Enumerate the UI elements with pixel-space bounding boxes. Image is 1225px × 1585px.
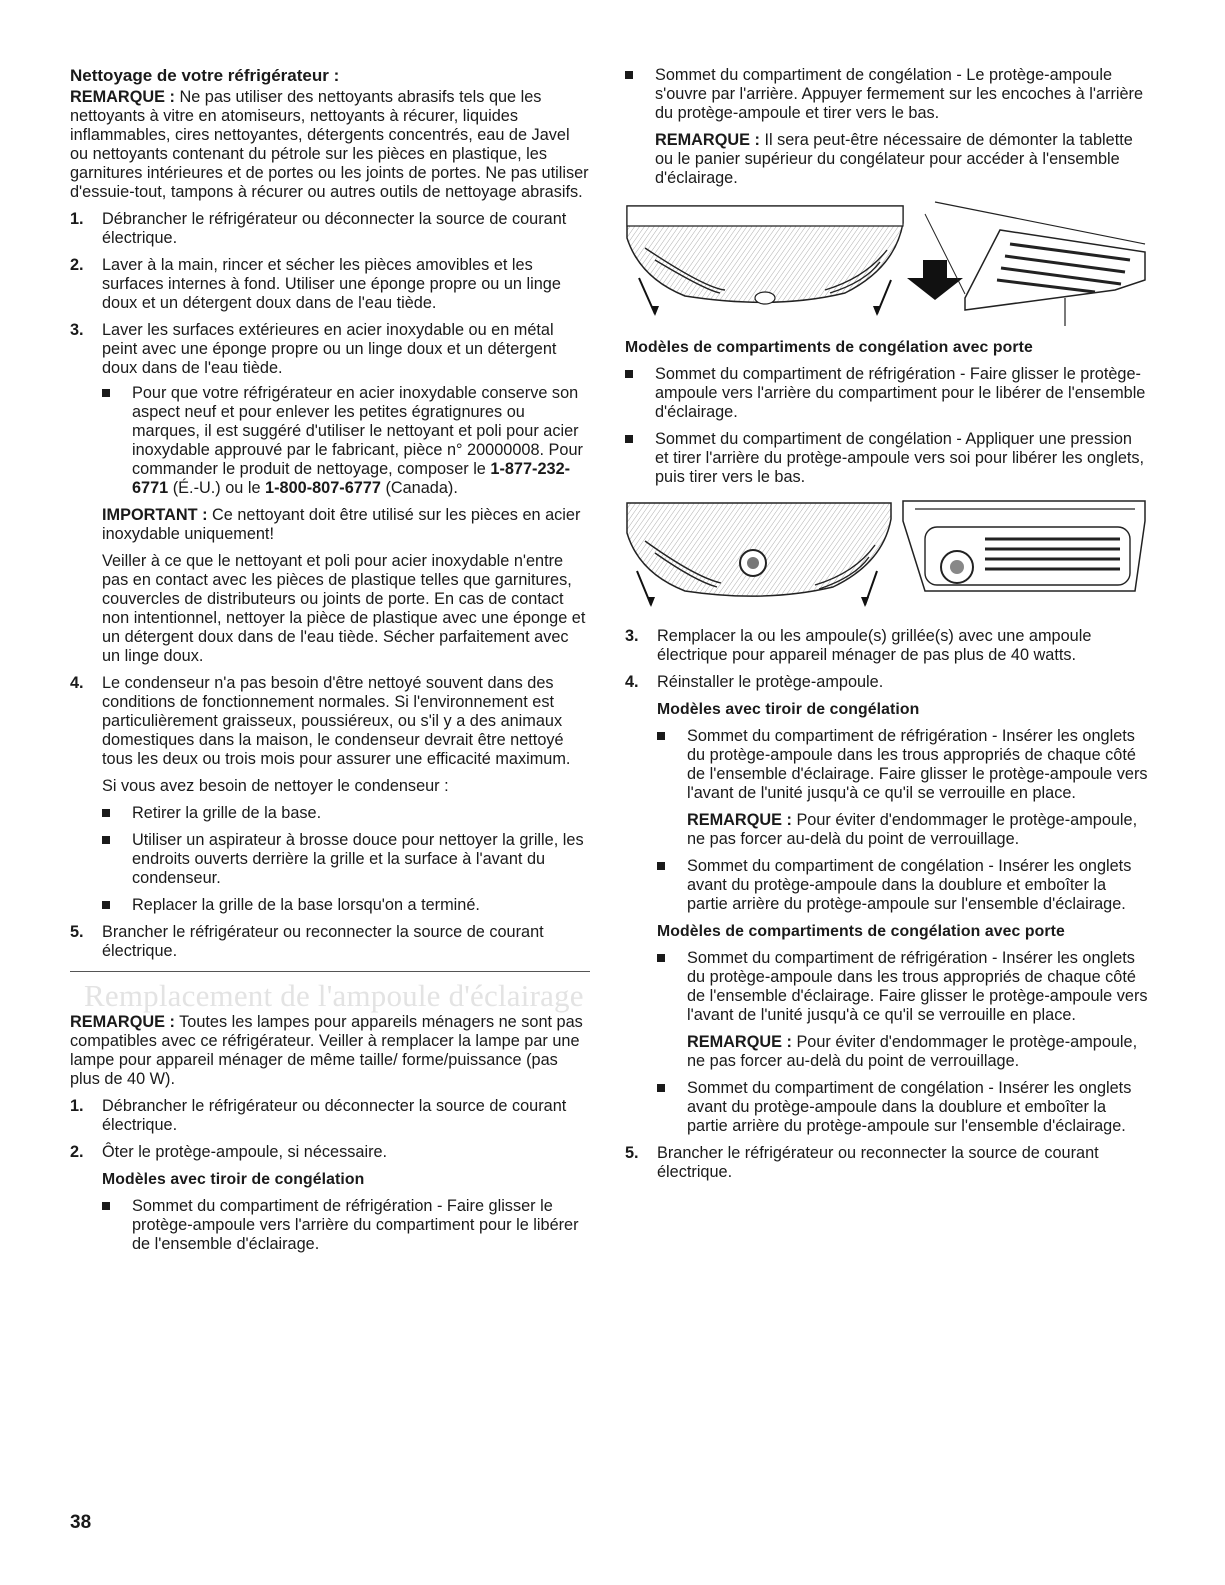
door-models-heading: Modèles de compartiments de congélation avec porte	[625, 339, 1033, 356]
note-text: Il sera peut-être nécessaire de démonter la tablette ou le panier supérieur du congélateur pour accéder à l'ensemble d'éclairage.	[655, 131, 1133, 187]
phone-canada: 1-800-807-6777	[265, 479, 381, 497]
light-shield-illustration-2	[625, 497, 1150, 617]
note-label: REMARQUE :	[687, 811, 792, 829]
light-shield-illustration-1	[625, 198, 1150, 328]
step-text: Brancher le réfrigérateur ou reconnecter la source de courant électrique.	[102, 923, 544, 960]
step-text: Laver à la main, rincer et sécher les pièces amovibles et les surfaces internes à fond. Utiliser une éponge propre ou un linge doux et un détergent doux dans de l'eau tiède.	[102, 256, 561, 312]
bullet-item	[657, 727, 1150, 849]
step-item	[625, 673, 1150, 1136]
step-number: 2.	[70, 1143, 84, 1161]
step-item	[625, 1144, 1150, 1182]
step-number: 1.	[70, 210, 84, 228]
bullet-item: Retirer la grille de la base.	[102, 804, 590, 823]
drawer-heading: Modèles avec tiroir de congélation	[102, 1171, 365, 1188]
drawer-reinstall-bullets	[657, 727, 1150, 914]
bullet-item: Sommet du compartiment de congélation - Insérer les onglets avant du protège-ampoule dans la doublure et emboîter la partie arrière du protège-ampoule sur l'ensemble d'éclairage.	[657, 1079, 1150, 1136]
bullet-text: Sommet du compartiment de réfrigération - Insérer les onglets du protège-ampoule dans les trous appropriés de chaque côté de l'ensemble d'éclairage. Faire glisser le protège-ampoule vers l'avant de l'unité jusqu'à ce qu'il se verrouille en place.	[687, 949, 1148, 1024]
bullet-item	[625, 66, 1150, 123]
bullet-text: Sommet du compartiment de congélation - Le protège-ampoule s'ouvre par l'arrière. Appuyer fermement sur les encoches à l'arrière du protège-ampoule et tirer vers le bas.	[655, 66, 1144, 122]
step-item	[625, 627, 1150, 665]
step-item	[70, 1143, 590, 1254]
bullet-item: Utiliser un aspirateur à brosse douce pour nettoyer la grille, les endroits ouverts derrière la grille et la surface à l'avant du condenseur.	[102, 831, 590, 888]
bullet-text: Pour que votre réfrigérateur en acier inoxydable conserve son aspect neuf et pour enlever les petites égratignures ou marques, il est suggéré d'utiliser le nettoyant et poli pour acier inoxydable approuvé par le fabricant, pièce n° 20000008. Pour commander le produit de nettoyage, composer le	[132, 384, 583, 478]
step-text: Réinstaller le protège-ampoule.	[657, 673, 884, 691]
condenser-bullets	[102, 804, 590, 915]
note-label: REMARQUE :	[70, 1013, 175, 1031]
step-text: Ôter le protège-ampoule, si nécessaire.	[102, 1143, 388, 1161]
step-number: 1.	[70, 1097, 84, 1115]
warning-paragraph: Veiller à ce que le nettoyant et poli pour acier inoxydable n'entre pas en contact avec les pièces de plastique telles que garnitures, couvercles de distributeurs ou joints de porte. En cas de contact non intentionnel, nettoyer la pièce de plastique avec une éponge et un détergent doux dans de l'eau tiède. Sécher parfaitement avec un linge doux.	[102, 552, 586, 665]
step-number: 3.	[625, 627, 639, 645]
stainless-bullets	[102, 384, 590, 498]
reinstall-steps	[625, 627, 1150, 1182]
bullet-item: Sommet du compartiment de congélation - Appliquer une pression et tirer l'arrière du protège-ampoule vers soi pour libérer les onglets, puis tirer vers le bas.	[625, 430, 1150, 487]
note-text: Toutes les lampes pour appareils ménagers ne sont pas compatibles avec ce réfrigérateur. Veiller à remplacer la lampe par une lampe pour appareil ménager de même taille/ forme/puissance (pas plus de 40 W).	[70, 1013, 583, 1088]
lock-note	[687, 811, 1150, 849]
bullet-item: Sommet du compartiment de réfrigération - Faire glisser le protège-ampoule vers l'arrière du compartiment pour le libérer de l'ensemble d'éclairage.	[102, 1197, 590, 1254]
step-text: Débrancher le réfrigérateur ou déconnecter la source de courant électrique.	[102, 1097, 567, 1134]
door-models-heading-2: Modèles de compartiments de congélation avec porte	[657, 923, 1065, 940]
important-note	[102, 506, 590, 544]
note-label: REMARQUE :	[687, 1033, 792, 1051]
shield-cover-drawing	[627, 206, 903, 316]
freezer-note	[625, 131, 1150, 188]
step-number: 4.	[70, 674, 84, 692]
note-label: REMARQUE :	[70, 88, 175, 106]
step-number: 5.	[625, 1144, 639, 1162]
note-text: Pour éviter d'endommager le protège-ampoule, ne pas forcer au-delà du point de verrouillage.	[687, 1033, 1138, 1070]
door-bullets	[625, 365, 1150, 487]
cleaning-heading: Nettoyage de votre réfrigérateur :	[70, 66, 340, 85]
door-reinstall-bullets	[657, 949, 1150, 1136]
important-label: IMPORTANT :	[102, 506, 208, 524]
important-text: Ce nettoyant doit être utilisé sur les pièces en acier inoxydable uniquement!	[102, 506, 581, 543]
step-text: Remplacer la ou les ampoule(s) grillée(s) avec une ampoule électrique pour appareil ménager de pas plus de 40 watts.	[657, 627, 1092, 664]
phone-us: 1-877-232-6771	[132, 460, 571, 497]
bullet-item: Replacer la grille de la base lorsqu'on a terminé.	[102, 896, 590, 915]
note-text: Pour éviter d'endommager le protège-ampoule, ne pas forcer au-delà du point de verrouillage.	[687, 811, 1138, 848]
cleaning-steps	[70, 210, 590, 961]
page-number: 38	[70, 1512, 92, 1533]
step-number: 4.	[625, 673, 639, 691]
step-text: Le condenseur n'a pas besoin d'être nettoyé souvent dans des conditions de fonctionnement normales. Si l'environnement est particulièrement graisseux, poussiéreux, ou s'il y a des animaux domestiques dans la maison, le condenseur devrait être nettoyé tous les deux ou trois mois pour assurer une efficacité maximum.	[102, 674, 571, 768]
step-text: Débrancher le réfrigérateur ou déconnecter la source de courant électrique.	[102, 210, 567, 247]
bullet-item: Sommet du compartiment de réfrigération - Faire glisser le protège-ampoule vers l'arrière du compartiment pour le libérer de l'ensemble d'éclairage.	[625, 365, 1150, 422]
freezer-light-drawing	[907, 202, 1145, 326]
bullet-text: Sommet du compartiment de réfrigération - Insérer les onglets du protège-ampoule dans les trous appropriés de chaque côté de l'ensemble d'éclairage. Faire glisser le protège-ampoule vers l'avant de l'unité jusqu'à ce qu'il se verrouille en place.	[687, 727, 1148, 802]
drawer-models-heading: Modèles avec tiroir de congélation	[657, 701, 920, 718]
step-item	[70, 674, 590, 915]
bullet-text: (Canada).	[380, 479, 458, 497]
drawer-bullets	[102, 1197, 590, 1254]
step-item	[70, 1097, 590, 1135]
lamp-steps	[70, 1097, 590, 1254]
step-item	[70, 923, 590, 961]
step-item	[70, 321, 590, 666]
shield-cover-drawing	[627, 503, 891, 607]
bullet-item	[102, 384, 590, 498]
cleaning-note	[70, 88, 590, 202]
freezer-light-drawing	[903, 501, 1145, 591]
step-number: 3.	[70, 321, 84, 339]
step-item	[70, 210, 590, 248]
step-text: Laver les surfaces extérieures en acier inoxydable ou en métal peint avec une éponge propre ou un linge doux et un détergent doux dans de l'eau tiède.	[102, 321, 557, 377]
step-number: 2.	[70, 256, 84, 274]
step-number: 5.	[70, 923, 84, 941]
right-column	[625, 66, 1150, 1190]
note-label: REMARQUE :	[655, 131, 760, 149]
bullet-item	[657, 949, 1150, 1071]
lock-note	[687, 1033, 1150, 1071]
freezer-bullets	[625, 66, 1150, 123]
lamp-note	[70, 1013, 590, 1089]
bullet-item: Sommet du compartiment de congélation - Insérer les onglets avant du protège-ampoule dans la doublure et emboîter la partie arrière du protège-ampoule sur l'ensemble d'éclairage.	[657, 857, 1150, 914]
note-text: Ne pas utiliser des nettoyants abrasifs tels que les nettoyants à vitre en atomiseurs, nettoyants à récurer, liquides inflammables, cires nettoyantes, détergents concentrés, eau de Javel ou nettoyants contenant du pétrole sur les pièces en plastique, les garnitures intérieures et de portes ou les joints de portes. Ne pas utiliser d'essuie-tout, tampons à récurer ou autres outils de nettoyage abrasifs.	[70, 88, 589, 201]
lamp-section-title: Remplacement de l'ampoule d'éclairage	[84, 978, 584, 1013]
left-column	[70, 66, 590, 1262]
step-text: Brancher le réfrigérateur ou reconnecter la source de courant électrique.	[657, 1144, 1099, 1181]
condenser-intro: Si vous avez besoin de nettoyer le condenseur :	[102, 777, 449, 795]
section-divider	[70, 971, 590, 972]
step-item	[70, 256, 590, 313]
bullet-text: (É.-U.) ou le	[168, 479, 266, 497]
